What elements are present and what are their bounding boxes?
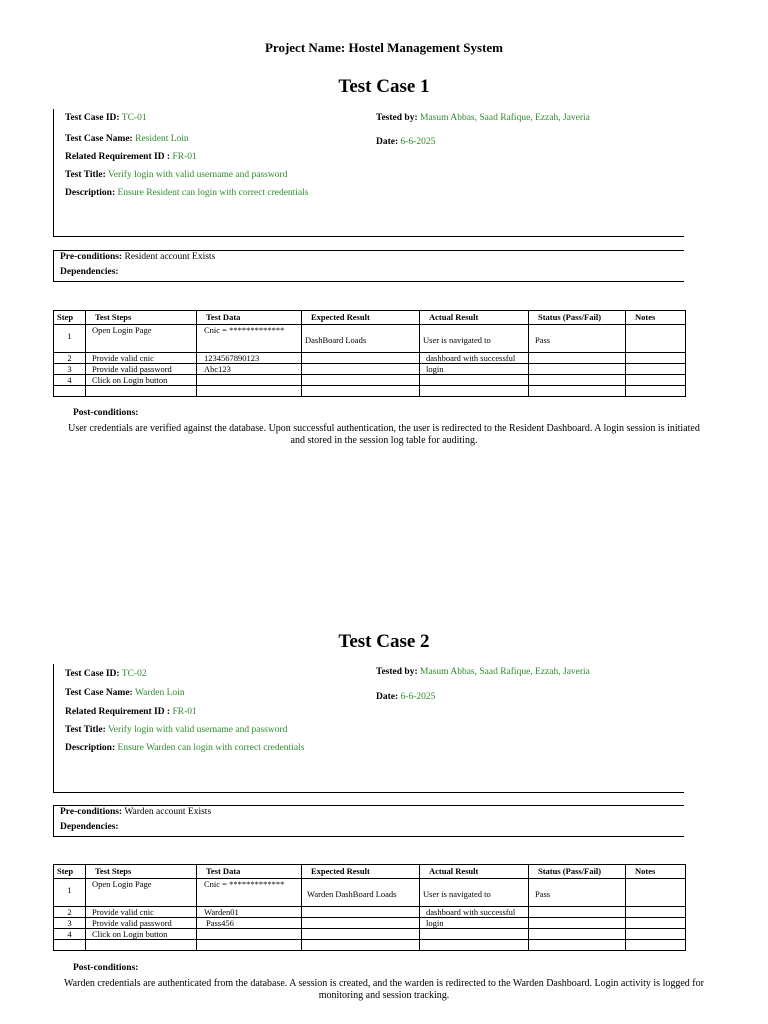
- column-header: Test Data: [197, 311, 302, 325]
- dependencies: Dependencies:: [60, 822, 119, 832]
- tested-by: Tested by: Masum Abbas, Saad Rafique, Ezzah, Javeria: [376, 113, 590, 123]
- test-title: Test Title: Verify login with valid username and password: [65, 725, 288, 735]
- step-actual: [420, 375, 529, 386]
- step-data: Abc123: [197, 364, 302, 375]
- step-expected: Warden DashBoard Loads: [302, 879, 420, 907]
- test-case-id: Test Case ID: TC-02: [65, 669, 147, 679]
- table-row-empty: [54, 940, 686, 951]
- step-action: Open Login Page: [86, 879, 197, 907]
- step-data: [197, 375, 302, 386]
- step-notes: [626, 364, 686, 375]
- step-expected: DashBoard Loads: [302, 325, 420, 353]
- column-header: Status (Pass/Fail): [529, 865, 626, 879]
- step-action: Provide valid password: [86, 918, 197, 929]
- postconditions-text: User credentials are verified against the database. Upon successful authentication, the user is redirected to the Resident Dashboard. A login session is initiated and stored in the session log table for auditing.: [68, 423, 700, 446]
- test-case-name: Test Case Name: Resident Loin: [65, 134, 189, 144]
- step-notes: [626, 907, 686, 918]
- step-actual: dashboard with successful: [420, 353, 529, 364]
- table-row: [54, 325, 686, 353]
- step-notes: [626, 353, 686, 364]
- step-action: Provide valid password: [86, 364, 197, 375]
- step-notes: [626, 929, 686, 940]
- step-data: Cnic = *************: [197, 879, 302, 907]
- step-expected: [302, 353, 420, 364]
- preconditions: Pre-conditions: Resident account Exists: [60, 252, 216, 262]
- step-status: [529, 918, 626, 929]
- table-row: [54, 929, 686, 940]
- step-number: 2: [54, 353, 86, 364]
- step-data: Cnic = *************: [197, 325, 302, 353]
- step-status: Pass: [529, 879, 626, 907]
- step-status: [529, 907, 626, 918]
- table-row: [54, 879, 686, 907]
- test-steps-table: [53, 864, 686, 951]
- step-number: 3: [54, 364, 86, 375]
- column-header: Actual Result: [420, 311, 529, 325]
- column-header: Step: [54, 311, 86, 325]
- test-date: Date: 6-6-2025: [376, 137, 436, 147]
- table-row: [54, 364, 686, 375]
- step-actual: dashboard with successful: [420, 907, 529, 918]
- test-case-title: Test Case 1: [338, 76, 430, 97]
- step-notes: [626, 325, 686, 353]
- table-row: [54, 907, 686, 918]
- test-case-info: [53, 109, 684, 237]
- postconditions-label: Post-conditions:: [73, 963, 139, 973]
- step-notes: [626, 918, 686, 929]
- postconditions-text: Warden credentials are authenticated from the database. A session is created, and the warden is redirected to the Warden Dashboard. Login activity is logged for monitoring and session tracking.: [64, 978, 704, 1001]
- column-header: Status (Pass/Fail): [529, 311, 626, 325]
- step-expected: [302, 907, 420, 918]
- step-notes: [626, 879, 686, 907]
- column-header: Test Data: [197, 865, 302, 879]
- preconditions-box: [53, 805, 684, 837]
- step-action: Provide valid cnic: [86, 907, 197, 918]
- table-row-empty: [54, 386, 686, 397]
- step-number: 1: [54, 879, 86, 907]
- column-header: Expected Result: [302, 865, 420, 879]
- test-case-info: [53, 664, 684, 793]
- step-actual: User is navigated to: [420, 879, 529, 907]
- test-description: Description: Ensure Warden can login with correct credentials: [65, 743, 305, 753]
- step-number: 1: [54, 325, 86, 353]
- test-title: Test Title: Verify login with valid username and password: [65, 170, 288, 180]
- step-action: Click on Login button: [86, 929, 197, 940]
- column-header: Expected Result: [302, 311, 420, 325]
- step-expected: [302, 918, 420, 929]
- step-data: [197, 929, 302, 940]
- step-number: 4: [54, 929, 86, 940]
- step-status: Pass: [529, 325, 626, 353]
- step-action: Click on Login button: [86, 375, 197, 386]
- dependencies: Dependencies:: [60, 267, 119, 277]
- test-date: Date: 6-6-2025: [376, 692, 436, 702]
- step-actual: login: [420, 918, 529, 929]
- step-number: 3: [54, 918, 86, 929]
- step-notes: [626, 375, 686, 386]
- step-number: 2: [54, 907, 86, 918]
- table-header-row: [54, 865, 686, 879]
- step-expected: [302, 375, 420, 386]
- step-actual: [420, 929, 529, 940]
- test-case-name: Test Case Name: Warden Loin: [65, 688, 185, 698]
- step-expected: [302, 364, 420, 375]
- tested-by: Tested by: Masum Abbas, Saad Rafique, Ezzah, Javeria: [376, 667, 590, 677]
- step-status: [529, 929, 626, 940]
- test-description: Description: Ensure Resident can login with correct credentials: [65, 188, 309, 198]
- postconditions-label: Post-conditions:: [73, 408, 139, 418]
- step-action: Provide valid cnic: [86, 353, 197, 364]
- table-row: [54, 375, 686, 386]
- preconditions-box: [53, 250, 684, 282]
- test-steps-table: [53, 310, 686, 397]
- step-action: Open Login Page: [86, 325, 197, 353]
- step-number: 4: [54, 375, 86, 386]
- table-row: [54, 353, 686, 364]
- column-header: Test Steps: [86, 865, 197, 879]
- project-title: Project Name: Hostel Management System: [264, 40, 504, 55]
- test-case-title: Test Case 2: [338, 631, 430, 652]
- column-header: Test Steps: [86, 311, 197, 325]
- step-data: Pass456: [197, 918, 302, 929]
- column-header: Actual Result: [420, 865, 529, 879]
- related-requirement: Related Requirement ID : FR-01: [65, 152, 197, 162]
- step-data: Warden01: [197, 907, 302, 918]
- table-row: [54, 918, 686, 929]
- step-data: 1234567890123: [197, 353, 302, 364]
- related-requirement: Related Requirement ID : FR-01: [65, 707, 197, 717]
- step-status: [529, 364, 626, 375]
- column-header: Notes: [626, 865, 686, 879]
- column-header: Step: [54, 865, 86, 879]
- step-actual: login: [420, 364, 529, 375]
- table-header-row: [54, 311, 686, 325]
- step-status: [529, 375, 626, 386]
- step-actual: User is navigated to: [420, 325, 529, 353]
- step-status: [529, 353, 626, 364]
- test-case-id: Test Case ID: TC-01: [65, 113, 147, 123]
- preconditions: Pre-conditions: Warden account Exists: [60, 807, 212, 817]
- column-header: Notes: [626, 311, 686, 325]
- step-expected: [302, 929, 420, 940]
